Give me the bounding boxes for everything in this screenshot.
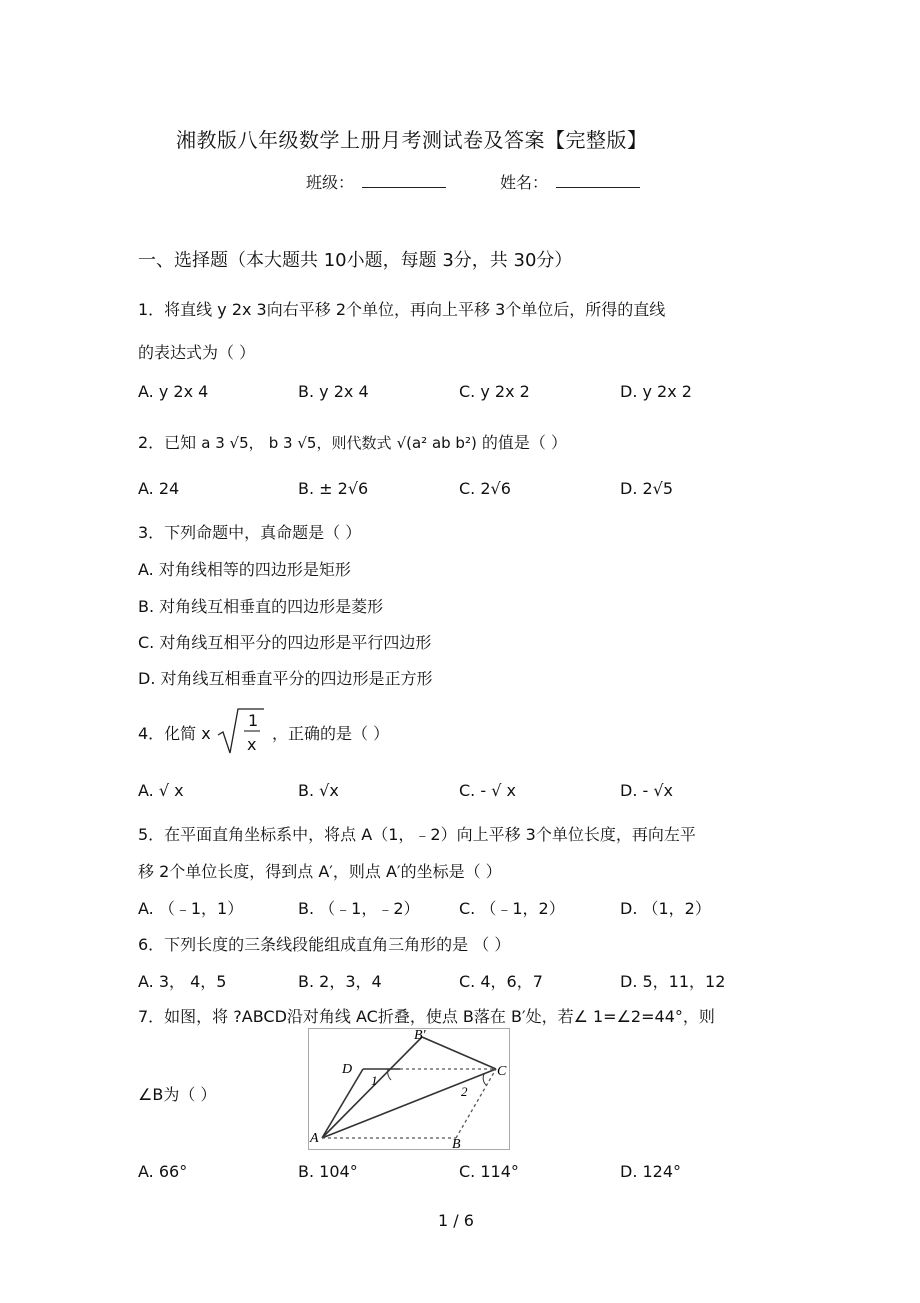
class-blank[interactable]: [362, 171, 446, 188]
q6-stem: 6．下列长度的三条线段能组成直角三角形的是 （ ）: [138, 935, 511, 954]
q7-stem-line1: 7．如图，将 ?ABCD沿对角线 AC折叠，使点 B落在 B′处，若∠ 1=∠2=44°，则: [138, 1007, 715, 1026]
q2-option-b[interactable]: B. ± 2√6: [298, 479, 369, 498]
q4-option-a[interactable]: A. √ x: [138, 781, 184, 800]
q5-option-b[interactable]: B. （﹣1，﹣2）: [298, 899, 420, 918]
angle-2-arc: [483, 1074, 486, 1085]
q4-frac-numerator: 1: [248, 711, 259, 730]
class-label: 班级：: [306, 173, 355, 192]
segment-Bp-C: [422, 1037, 496, 1069]
name-blank[interactable]: [556, 171, 640, 188]
q3-option-d[interactable]: D. 对角线互相垂直平分的四边形是正方形: [138, 669, 433, 688]
label-angle-2: 2: [461, 1084, 468, 1099]
q4-option-d[interactable]: D. - √x: [620, 781, 674, 800]
label-B: B: [452, 1137, 461, 1150]
q3-option-c[interactable]: C. 对角线互相平分的四边形是平行四边形: [138, 633, 432, 652]
name-label: 姓名：: [500, 173, 549, 192]
q7-option-d[interactable]: D. 124°: [620, 1162, 682, 1181]
q7-figure: [308, 1028, 510, 1150]
q6-option-a[interactable]: A. 3， 4，5: [138, 972, 227, 991]
q3-option-b[interactable]: B. 对角线互相垂直的四边形是菱形: [138, 597, 384, 616]
q4-stem-suffix: ，正确的是（ ）: [272, 724, 390, 743]
q6-option-d[interactable]: D. 5，11，12: [620, 972, 726, 991]
page-title: 湘教版八年级数学上册月考测试卷及答案【完整版】: [176, 128, 648, 152]
q7-option-c[interactable]: C. 114°: [459, 1162, 519, 1181]
q1-option-a[interactable]: A. y 2x 4: [138, 382, 209, 401]
q4-radical-sign: [216, 705, 266, 757]
q1-stem-line1: 1．将直线 y 2x 3向右平移 2个单位，再向上平移 3个单位后，所得的直线: [138, 300, 666, 319]
q6-option-b[interactable]: B. 2，3，4: [298, 972, 382, 991]
q5-option-c[interactable]: C. （﹣1，2）: [459, 899, 565, 918]
page-number: 1 / 6: [438, 1211, 474, 1230]
q3-stem: 3．下列命题中，真命题是（ ）: [138, 523, 362, 542]
q6-option-c[interactable]: C. 4，6，7: [459, 972, 543, 991]
label-D: D: [342, 1062, 353, 1077]
q7-option-b[interactable]: B. 104°: [298, 1162, 358, 1181]
q3-option-a[interactable]: A. 对角线相等的四边形是矩形: [138, 560, 351, 579]
q5-option-d[interactable]: D. （1，2）: [620, 899, 711, 918]
q5-option-a[interactable]: A. （﹣1，1）: [138, 899, 244, 918]
q2-b-part: b 3 √5，则代数式: [268, 434, 392, 452]
q7-stem-line2: ∠B为（ ）: [138, 1085, 217, 1104]
q2-a-part: a 3 √5，: [201, 434, 264, 452]
q2-stem: [138, 430, 567, 453]
q2-stem-prefix: 2．已知: [138, 433, 197, 452]
q1-option-c[interactable]: C. y 2x 2: [459, 382, 530, 401]
q5-stem-line1: 5．在平面直角坐标系中，将点 A（1，﹣2）向上平移 3个单位长度，再向左平: [138, 825, 696, 844]
segment-A-C: [322, 1069, 496, 1138]
label-angle-1: 1: [371, 1073, 378, 1088]
q5-stem-line2: 移 2个单位长度，得到点 A′，则点 A′的坐标是（ ）: [138, 862, 502, 881]
label-A: A: [310, 1131, 319, 1146]
label-Bp: B′: [414, 1028, 426, 1043]
q4-stem-prefix: 4．化简 x: [138, 724, 211, 743]
class-field[interactable]: [306, 170, 446, 193]
q1-option-b[interactable]: B. y 2x 4: [298, 382, 369, 401]
q2-option-c[interactable]: C. 2√6: [459, 479, 511, 498]
label-C: C: [497, 1064, 507, 1079]
name-field[interactable]: [500, 170, 640, 193]
q2-expression: √(a² ab b²): [396, 434, 477, 452]
q1-stem-line2: 的表达式为（ ）: [138, 343, 256, 362]
q7-option-a[interactable]: A. 66°: [138, 1162, 188, 1181]
segment-B-C-dashed: [456, 1069, 496, 1138]
q2-option-a[interactable]: A. 24: [138, 479, 180, 498]
q1-option-d[interactable]: D. y 2x 2: [620, 382, 692, 401]
q2-stem-suffix: 的值是（ ）: [481, 433, 568, 452]
q4-option-c[interactable]: C. - √ x: [459, 781, 516, 800]
q4-option-b[interactable]: B. √x: [298, 781, 339, 800]
q2-option-d[interactable]: D. 2√5: [620, 479, 674, 498]
section-heading: 一、选择题（本大题共 10小题，每题 3分，共 30分）: [138, 250, 573, 271]
q4-frac-denominator: x: [247, 735, 257, 754]
